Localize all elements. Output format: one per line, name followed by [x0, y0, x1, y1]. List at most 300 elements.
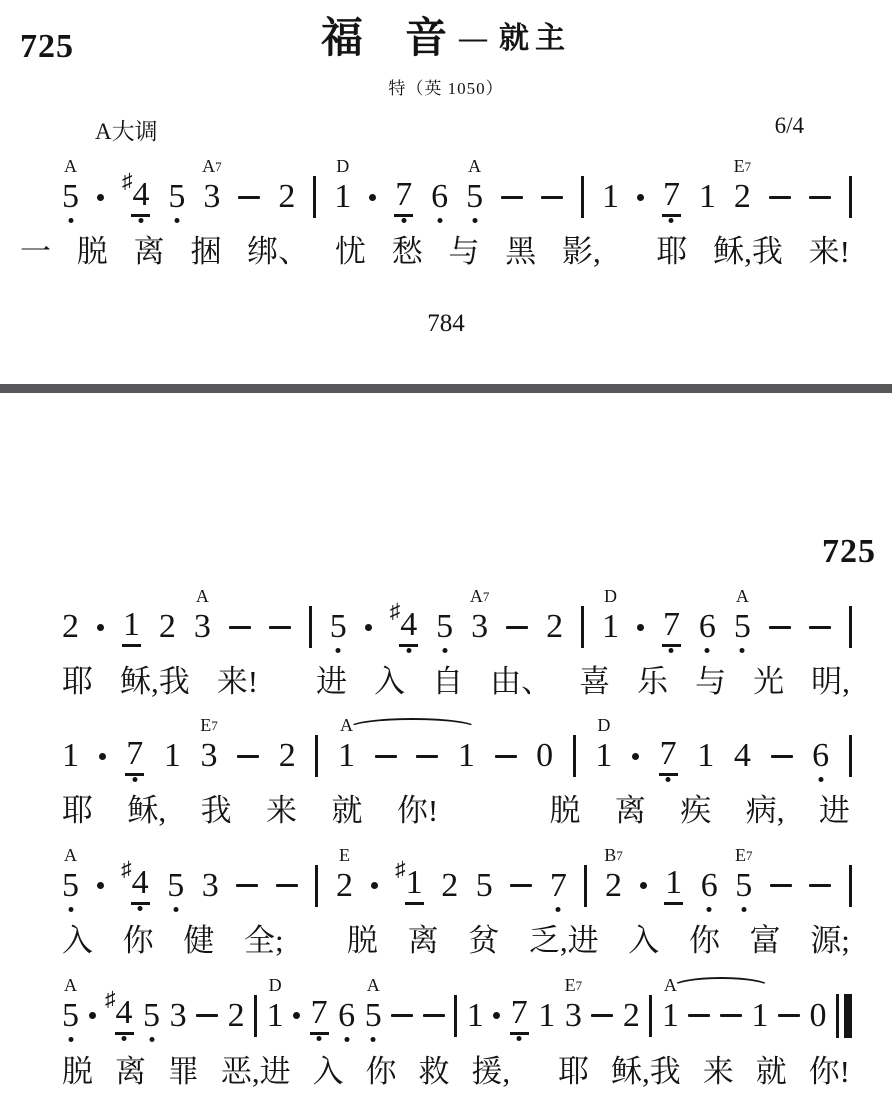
octave-dot [122, 1036, 127, 1041]
augmentation-dot [632, 753, 639, 760]
augmentation-dot [369, 194, 376, 201]
octave-dot [472, 218, 477, 223]
sustain-dash [769, 626, 791, 629]
barline [254, 995, 257, 1037]
note [121, 168, 151, 217]
lyric-char: 脱 [346, 922, 378, 958]
chord-label: A [64, 844, 77, 865]
lyric-char: 捆 [190, 234, 222, 269]
note-digit: 3 E7 [200, 715, 218, 775]
note-digit: 2 B7 [604, 844, 623, 904]
octave-dot [173, 907, 178, 912]
lyric-char: 脱 [549, 793, 581, 829]
note [62, 156, 79, 215]
lyrics-line [62, 792, 850, 829]
lyric-char: 稣,我 [611, 1053, 681, 1089]
note [62, 974, 79, 1034]
note-digit: 5 A [466, 180, 483, 214]
chord-label: A [64, 156, 77, 176]
note [699, 180, 716, 214]
note-digit: 7 [510, 996, 529, 1035]
note-digit: 5 A [365, 999, 382, 1033]
note-digit: 7 [394, 178, 413, 217]
note [466, 996, 484, 1034]
lyric-char: 来! [808, 234, 850, 269]
sharp-icon: ♯ [121, 857, 132, 882]
lyric-char: 进 [316, 664, 348, 700]
barline [849, 176, 852, 218]
lyric-char: 乏,进 [528, 922, 599, 958]
lyric-char: 疾 [680, 793, 712, 829]
chord-label: D [604, 586, 617, 607]
note [227, 996, 245, 1034]
octave-dot [669, 648, 674, 653]
sustain-dash [229, 626, 251, 629]
note [394, 175, 413, 217]
note-digit: 7 [125, 737, 144, 776]
note-digit: 5 A [62, 999, 79, 1033]
chord-label: E7 [735, 844, 753, 865]
lyric-char: 一 [20, 234, 51, 269]
note-digit: 1 D [334, 156, 352, 215]
note [733, 156, 752, 215]
note-digit: 1 [751, 996, 769, 1034]
lyric-char: 耶 [62, 793, 93, 829]
note [125, 734, 144, 776]
note-digit: 3 [169, 996, 187, 1034]
lyric-char: 黑 [505, 234, 537, 269]
lyric-char: 由、 [490, 664, 553, 700]
lyric-char: 就 [755, 1053, 787, 1089]
chord-label: A [195, 586, 209, 607]
note-digit: 1 A [338, 715, 355, 775]
sustain-dash [769, 196, 791, 199]
note [202, 156, 222, 215]
note-digit: 5 [330, 610, 347, 644]
note [105, 987, 134, 1035]
lyric-char: 脱 [62, 1053, 93, 1089]
lyrics-line [62, 663, 850, 700]
note [143, 996, 161, 1034]
note [809, 996, 827, 1034]
sustain-dash [501, 196, 523, 199]
note [700, 866, 718, 904]
note-digit: 2 [546, 608, 564, 646]
chord-label: A [735, 586, 749, 607]
note [395, 857, 424, 905]
augmentation-dot [365, 624, 372, 631]
sustain-dash [541, 196, 563, 199]
note-digit: 2 [441, 866, 459, 904]
octave-dot [666, 777, 671, 782]
note [564, 974, 583, 1034]
octave-dot [707, 907, 712, 912]
octave-dot [705, 648, 710, 653]
lyric-char: 稣, [127, 793, 167, 829]
sustain-dash [416, 755, 438, 758]
lyric-char: 进 [818, 793, 850, 829]
note [193, 586, 211, 646]
note-digit: 4 [131, 866, 150, 905]
lyric-char: 影, [562, 234, 601, 269]
note-digit: 7 [550, 869, 567, 903]
octave-dot [371, 1037, 376, 1042]
note-digit: 2 E7 [733, 156, 752, 215]
note-digit: 1 [405, 866, 424, 905]
sustain-dash [276, 884, 298, 887]
note-digit: 1 [457, 737, 475, 775]
note [733, 586, 751, 646]
lyric-char: 乐 [637, 664, 669, 700]
note [469, 586, 490, 646]
lyric-char: 离 [407, 922, 439, 958]
chord-seventh: 7 [211, 718, 218, 734]
note [338, 996, 356, 1034]
lyric-char: 罪 [167, 1053, 199, 1089]
music-line [62, 146, 852, 233]
octave-dot [442, 648, 447, 653]
note [602, 586, 619, 646]
note [338, 715, 355, 775]
barline [315, 865, 318, 907]
octave-dot [68, 1037, 73, 1042]
note-digit: 6 [699, 610, 716, 644]
chord-label: E [339, 844, 350, 865]
note-digit: 4 [733, 737, 751, 775]
note-digit: 5 A [62, 869, 79, 903]
page-divider [0, 384, 892, 393]
note-digit: 5 [475, 866, 493, 904]
note [510, 996, 529, 1035]
note-digit: 7 [662, 178, 681, 217]
note-digit: 0 [536, 737, 554, 775]
note-digit: 2 [158, 608, 176, 646]
lyric-char: 你 [688, 922, 720, 958]
note-digit: 1 A [661, 974, 679, 1034]
lyric-char: 我 [200, 793, 232, 829]
music-line [62, 964, 852, 1053]
note [164, 739, 181, 773]
sustain-dash [237, 755, 259, 758]
note-digit: 1 [602, 178, 619, 215]
note-digit: 1 [538, 996, 556, 1034]
sustain-dash [196, 1014, 218, 1017]
barline [315, 735, 318, 777]
barline [649, 995, 652, 1037]
note [201, 866, 219, 904]
lyric-char: 明, [811, 664, 850, 700]
note-digit: 5 [143, 999, 160, 1033]
title-rest: 就主 [499, 22, 571, 55]
augmentation-dot [640, 882, 647, 889]
augmentation-dot [493, 1012, 500, 1019]
lyric-char: 入 [628, 922, 660, 958]
note-digit: 1 [62, 737, 79, 775]
note-digit: 1 D [602, 586, 619, 646]
note [62, 739, 79, 773]
note-digit: 4 [115, 996, 134, 1035]
note [734, 739, 751, 773]
note-digit: 3 [201, 866, 219, 904]
note-digit: 2 [278, 737, 296, 775]
note [122, 605, 141, 647]
octave-dot [344, 1037, 349, 1042]
note [169, 996, 187, 1034]
sustain-dash [495, 755, 517, 758]
lyric-char: 光 [753, 664, 785, 700]
note-digit: 7 [310, 996, 329, 1035]
octave-dot [669, 218, 674, 223]
title-dash: — [459, 23, 487, 54]
chord-label: A [663, 974, 677, 995]
chord-seventh: 7 [616, 847, 623, 863]
slur-arc [347, 718, 479, 739]
lyric-char: 就 [331, 793, 363, 829]
lyric-char: 富 [749, 922, 781, 958]
title-main: 福 音 [320, 16, 447, 62]
note [661, 974, 679, 1034]
lyric-char: 救 [418, 1053, 450, 1089]
chord-label: E7 [733, 156, 752, 176]
note-digit: 1 D [266, 974, 284, 1034]
note-digit: 2 [227, 996, 245, 1034]
note [334, 156, 352, 215]
final-barline-thin [836, 994, 839, 1038]
note [622, 996, 640, 1034]
chord-label: D [268, 974, 282, 995]
note-digit: 6 [431, 180, 448, 214]
sustain-dash [720, 1014, 742, 1017]
lyric-char: 与 [448, 234, 480, 269]
lyric-char: 贫 [468, 922, 500, 958]
sustain-dash [809, 626, 831, 629]
lyric-char: 稣,我 [120, 664, 190, 700]
note [536, 739, 553, 773]
lyric-char: 你 [365, 1053, 397, 1089]
hymn-number-bottom: 725 [822, 533, 876, 571]
barline [573, 735, 576, 777]
lyrics-line [62, 922, 850, 959]
chord-label: E7 [564, 974, 583, 995]
note [458, 739, 475, 773]
lyrics-line [62, 1053, 850, 1090]
note-digit: 6 [701, 869, 718, 903]
note [168, 180, 185, 214]
lyric-char: 来 [266, 793, 298, 829]
note [200, 715, 218, 775]
chord-label: A [366, 974, 380, 995]
sustain-dash [809, 196, 831, 199]
octave-dot [174, 218, 179, 223]
music-line [62, 705, 852, 792]
note [62, 844, 79, 904]
note-digit: 4 [399, 608, 418, 647]
note [735, 844, 753, 904]
note-digit: 2 [622, 996, 640, 1034]
augmentation-dot [97, 194, 104, 201]
octave-dot [138, 218, 143, 223]
hymn-number-top: 725 [20, 28, 74, 65]
note [436, 610, 453, 644]
octave-dot [138, 906, 143, 911]
lyric-char: 离 [133, 234, 165, 269]
note-digit: 4 [131, 178, 150, 217]
note [699, 610, 716, 644]
note [330, 610, 347, 644]
note-digit: 5 E7 [735, 869, 752, 903]
augmentation-dot [371, 882, 378, 889]
note-digit: 3 A [193, 586, 211, 646]
lyric-char: 病, [745, 793, 785, 829]
barline [454, 995, 457, 1037]
sustain-dash [506, 626, 528, 629]
key-signature: A大调 [95, 119, 158, 144]
note-digit: 5 A [62, 180, 79, 214]
key-meter-row [95, 113, 804, 146]
note [279, 739, 296, 773]
lyric-char: 脱 [76, 234, 108, 269]
note [441, 866, 459, 904]
barline [849, 735, 852, 777]
barline [313, 176, 316, 218]
note-digit: 7 [659, 737, 678, 776]
note-digit: 7 [662, 608, 681, 647]
octave-dot [336, 648, 341, 653]
note [475, 866, 493, 904]
note-digit: 5 [436, 610, 453, 644]
chord-label: A7 [469, 586, 490, 607]
chord-label: B7 [604, 844, 623, 865]
sustain-dash [510, 884, 532, 887]
note [62, 610, 79, 644]
sustain-dash [809, 884, 831, 887]
lyrics-line [20, 233, 850, 270]
sustain-dash [423, 1014, 445, 1017]
note [546, 610, 563, 644]
note [595, 715, 613, 775]
sustain-dash [375, 755, 397, 758]
octave-dot [68, 907, 73, 912]
note-digit: 3 A7 [202, 156, 222, 215]
note-digit: 0 [809, 996, 827, 1034]
note-digit: 2 [278, 178, 296, 215]
final-barline-thick [844, 994, 852, 1038]
note-digit: 1 [466, 996, 484, 1034]
chord-label: D [336, 156, 350, 176]
octave-dot [68, 218, 73, 223]
note-digit: 1 [698, 178, 716, 215]
lyric-char: 离 [614, 793, 646, 829]
lyric-char: 全; [243, 922, 284, 958]
augmentation-dot [99, 753, 106, 760]
title [0, 18, 892, 60]
octave-dot [517, 1036, 522, 1041]
lyric-char: 源; [810, 922, 850, 958]
octave-dot [741, 907, 746, 912]
sustain-dash [771, 755, 793, 758]
music-line [62, 576, 852, 663]
subtitle: 特（英 1050） [388, 79, 504, 98]
note-digit: 6 [338, 999, 355, 1033]
lyric-char: 你! [396, 793, 439, 829]
lyric-char: 与 [695, 664, 727, 700]
augmentation-dot [97, 882, 104, 889]
octave-dot [818, 777, 823, 782]
note-digit: 1 [664, 866, 683, 905]
lyric-char: 你! [808, 1053, 850, 1089]
note-digit: 1 [122, 608, 141, 647]
slur-arc [671, 977, 772, 998]
note-digit: 2 E [336, 844, 353, 904]
note-digit: 3 E7 [564, 974, 583, 1034]
lyric-char: 入 [312, 1053, 344, 1089]
note [602, 180, 619, 214]
barline [309, 606, 312, 648]
note [697, 739, 714, 773]
lyric-char: 耶 [62, 664, 93, 700]
lyric-char: 你 [122, 922, 154, 958]
note [662, 605, 681, 647]
note [389, 598, 419, 647]
barline [584, 865, 587, 907]
note-digit: 5 [168, 180, 185, 214]
octave-dot [132, 777, 137, 782]
chord-seventh: 7 [215, 159, 222, 174]
note [604, 844, 623, 904]
final-barline [836, 994, 852, 1038]
octave-dot [406, 648, 411, 653]
chord-label: E7 [200, 715, 218, 736]
augmentation-dot [89, 1012, 96, 1019]
lyric-char: 耶 [558, 1053, 590, 1089]
barline [849, 606, 852, 648]
sustain-dash [269, 626, 291, 629]
octave-dot [317, 1036, 322, 1041]
barline [581, 176, 584, 218]
lyric-char: 健 [183, 922, 215, 958]
sharp-icon: ♯ [389, 598, 401, 623]
note-digit: 6 [812, 739, 829, 773]
augmentation-dot [637, 194, 644, 201]
chord-label: A [340, 715, 353, 736]
sustain-dash [688, 1014, 710, 1017]
note [431, 180, 448, 214]
chord-seventh: 7 [744, 159, 752, 174]
octave-dot [401, 218, 406, 223]
lyric-char: 稣,我 [713, 234, 783, 269]
sustain-dash [778, 1014, 800, 1017]
note [538, 996, 556, 1034]
lyric-char: 援, [471, 1053, 511, 1089]
chord-label: A [468, 156, 482, 176]
lyric-char: 耶 [656, 234, 688, 269]
note [310, 996, 329, 1035]
note-digit: 2 [62, 608, 79, 646]
octave-dot [149, 1037, 154, 1042]
octave-dot [437, 218, 442, 223]
chord-seventh: 7 [482, 589, 490, 605]
note [659, 734, 678, 776]
sustain-dash [770, 884, 792, 887]
sharp-icon: ♯ [105, 987, 116, 1012]
barline [849, 865, 852, 907]
note [664, 866, 683, 905]
augmentation-dot [97, 624, 104, 631]
chord-seventh: 7 [746, 847, 753, 863]
octave-dot [740, 648, 745, 653]
note [751, 996, 769, 1034]
note [364, 974, 382, 1034]
